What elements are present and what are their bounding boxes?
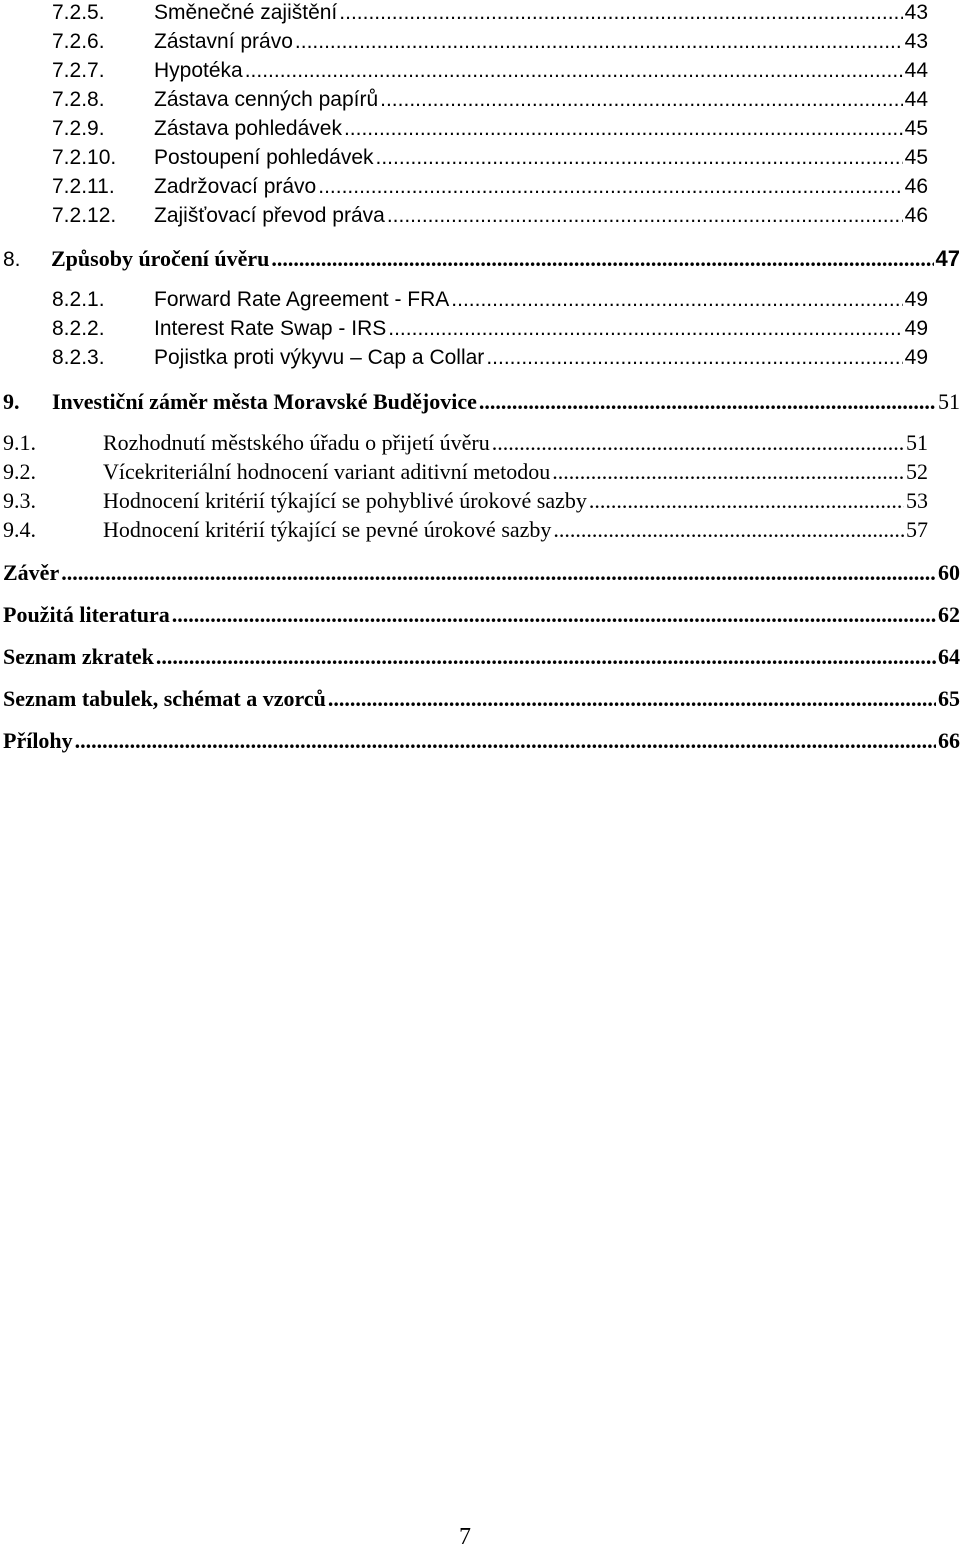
- toc-entry-page: 51: [938, 389, 960, 414]
- toc-entry-number: 8.2.1.: [52, 288, 105, 311]
- toc-entry-title: Investiční záměr města Moravské Budějovice: [52, 389, 477, 414]
- toc-entry-number: 7.2.8.: [52, 88, 105, 111]
- toc-entry-title: Zástava cenných papírů: [154, 88, 379, 111]
- toc-leader-dots: [486, 346, 902, 370]
- toc-entry-number: 8.: [3, 248, 21, 271]
- toc-entry-number: 9.: [3, 389, 20, 414]
- toc-leader-dots: [75, 728, 936, 754]
- toc-entry-title: Forward Rate Agreement - FRA: [154, 288, 450, 311]
- toc-entry-title: Přílohy: [3, 728, 73, 753]
- toc-entry-page: 60: [938, 560, 960, 585]
- toc-leader-dots: [376, 146, 903, 170]
- toc-leader-dots: [318, 175, 902, 199]
- toc-entry-number: 9.1.: [3, 430, 36, 455]
- toc-entry-title: Zadržovací právo: [154, 175, 317, 198]
- toc-leader-dots: [589, 488, 904, 514]
- toc-leader-dots: [344, 117, 903, 141]
- toc-entry-page: 66: [938, 728, 960, 753]
- toc-leader-dots: [451, 288, 902, 312]
- toc-entry-page: 51: [906, 430, 928, 455]
- toc-leader-dots: [388, 317, 902, 341]
- toc-entry-page: 45: [904, 117, 928, 140]
- toc-entry-title: Zajišťovací převod práva: [154, 204, 385, 227]
- toc-entry[interactable]: [52, 204, 928, 228]
- toc-entry-title: Zástavní právo: [154, 30, 293, 53]
- toc-entry-page: 64: [938, 644, 960, 669]
- toc-entry-page: 43: [904, 30, 928, 53]
- toc-entry-number: 7.2.7.: [52, 59, 105, 82]
- toc-entry-page: 47: [935, 246, 960, 271]
- toc-chapter-entry[interactable]: [3, 728, 960, 754]
- toc-entry[interactable]: [52, 59, 928, 83]
- toc-entry-title: Interest Rate Swap - IRS: [154, 317, 387, 340]
- toc-entry-number: 9.3.: [3, 488, 36, 513]
- toc-entry[interactable]: [52, 288, 928, 312]
- toc-entry-number: 9.2.: [3, 459, 36, 484]
- toc-leader-dots: [61, 560, 936, 586]
- toc-entry[interactable]: [52, 346, 928, 370]
- toc-entry-title: Seznam tabulek, schémat a vzorců: [3, 686, 326, 711]
- toc-entry-title: Vícekriteriální hodnocení variant aditivní metodou: [103, 459, 551, 484]
- toc-entry[interactable]: [3, 459, 928, 485]
- toc-entry-page: 44: [904, 88, 928, 111]
- toc-leader-dots: [328, 686, 936, 712]
- toc-entry-number: 8.2.3.: [52, 346, 105, 369]
- toc-entry-title: Pojistka proti výkyvu – Cap a Collar: [154, 346, 485, 369]
- toc-entry-title: Seznam zkratek: [3, 644, 154, 669]
- toc-entry[interactable]: [52, 317, 928, 341]
- toc-entry-number: 7.2.9.: [52, 117, 105, 140]
- toc-leader-dots: [295, 30, 903, 54]
- toc-chapter-entry[interactable]: [3, 560, 960, 586]
- toc-entry-title: Postoupení pohledávek: [154, 146, 374, 169]
- toc-chapter-entry[interactable]: [3, 686, 960, 712]
- toc-entry[interactable]: [52, 88, 928, 112]
- toc-entry-number: 8.2.2.: [52, 317, 105, 340]
- toc-entry-number: 7.2.12.: [52, 204, 117, 227]
- toc-chapter-entry[interactable]: [3, 246, 960, 272]
- toc-entry-title: Závěr: [3, 560, 60, 585]
- toc-entry[interactable]: [52, 175, 928, 199]
- toc-chapter-entry[interactable]: [3, 644, 960, 670]
- toc-entry[interactable]: [3, 430, 928, 456]
- toc-leader-dots: [245, 59, 903, 83]
- page-number: 7: [459, 1524, 471, 1550]
- toc-leader-dots: [380, 88, 903, 112]
- toc-entry[interactable]: [52, 30, 928, 54]
- toc-entry-page: 46: [904, 175, 928, 198]
- toc-entry-title: Rozhodnutí městského úřadu o přijetí úvěru: [103, 430, 490, 455]
- toc-entry-title: Hypotéka: [154, 59, 243, 82]
- toc-entry-page: 53: [906, 488, 928, 513]
- toc-leader-dots: [271, 246, 933, 272]
- toc-entry-page: 49: [904, 288, 928, 311]
- toc-entry-page: 65: [938, 686, 960, 711]
- toc-entry-page: 52: [906, 459, 928, 484]
- toc-leader-dots: [172, 602, 936, 628]
- toc-entry[interactable]: [52, 117, 928, 141]
- toc-entry-page: 45: [904, 146, 928, 169]
- toc-entry-title: Zástava pohledávek: [154, 117, 342, 140]
- toc-entry-page: 44: [904, 59, 928, 82]
- toc-leader-dots: [156, 644, 936, 670]
- toc-entry-page: 57: [906, 517, 928, 542]
- toc-chapter-entry[interactable]: [3, 389, 960, 415]
- toc-leader-dots: [552, 459, 904, 485]
- toc-entry[interactable]: [3, 517, 928, 543]
- toc-entry-number: 7.2.5.: [52, 1, 105, 24]
- toc-leader-dots: [492, 430, 904, 456]
- toc-entry-page: 49: [904, 317, 928, 340]
- toc-leader-dots: [339, 1, 902, 25]
- toc-leader-dots: [553, 517, 904, 543]
- toc-entry-title: Použitá literatura: [3, 602, 170, 627]
- toc-entry-title: Hodnocení kritérií týkající se pohyblivé úrokové sazby: [103, 488, 587, 513]
- toc-entry-page: 62: [938, 602, 960, 627]
- toc-entry-number: 7.2.6.: [52, 30, 105, 53]
- toc-entry-page: 43: [904, 1, 928, 24]
- toc-chapter-entry[interactable]: [3, 602, 960, 628]
- toc-entry[interactable]: [52, 146, 928, 170]
- toc-leader-dots: [479, 389, 936, 415]
- toc-entry[interactable]: [52, 1, 928, 25]
- toc-entry-title: Hodnocení kritérií týkající se pevné úrokové sazby: [103, 517, 552, 542]
- toc-entry-number: 9.4.: [3, 517, 36, 542]
- toc-entry-number: 7.2.10.: [52, 146, 117, 169]
- toc-entry-page: 49: [904, 346, 928, 369]
- toc-leader-dots: [387, 204, 903, 228]
- toc-entry-title: Způsoby úročení úvěru: [51, 246, 270, 271]
- toc-entry-number: 7.2.11.: [52, 175, 115, 198]
- toc-entry-title: Směnečné zajištění: [154, 1, 338, 24]
- toc-entry-page: 46: [904, 204, 928, 227]
- toc-entry[interactable]: [3, 488, 928, 514]
